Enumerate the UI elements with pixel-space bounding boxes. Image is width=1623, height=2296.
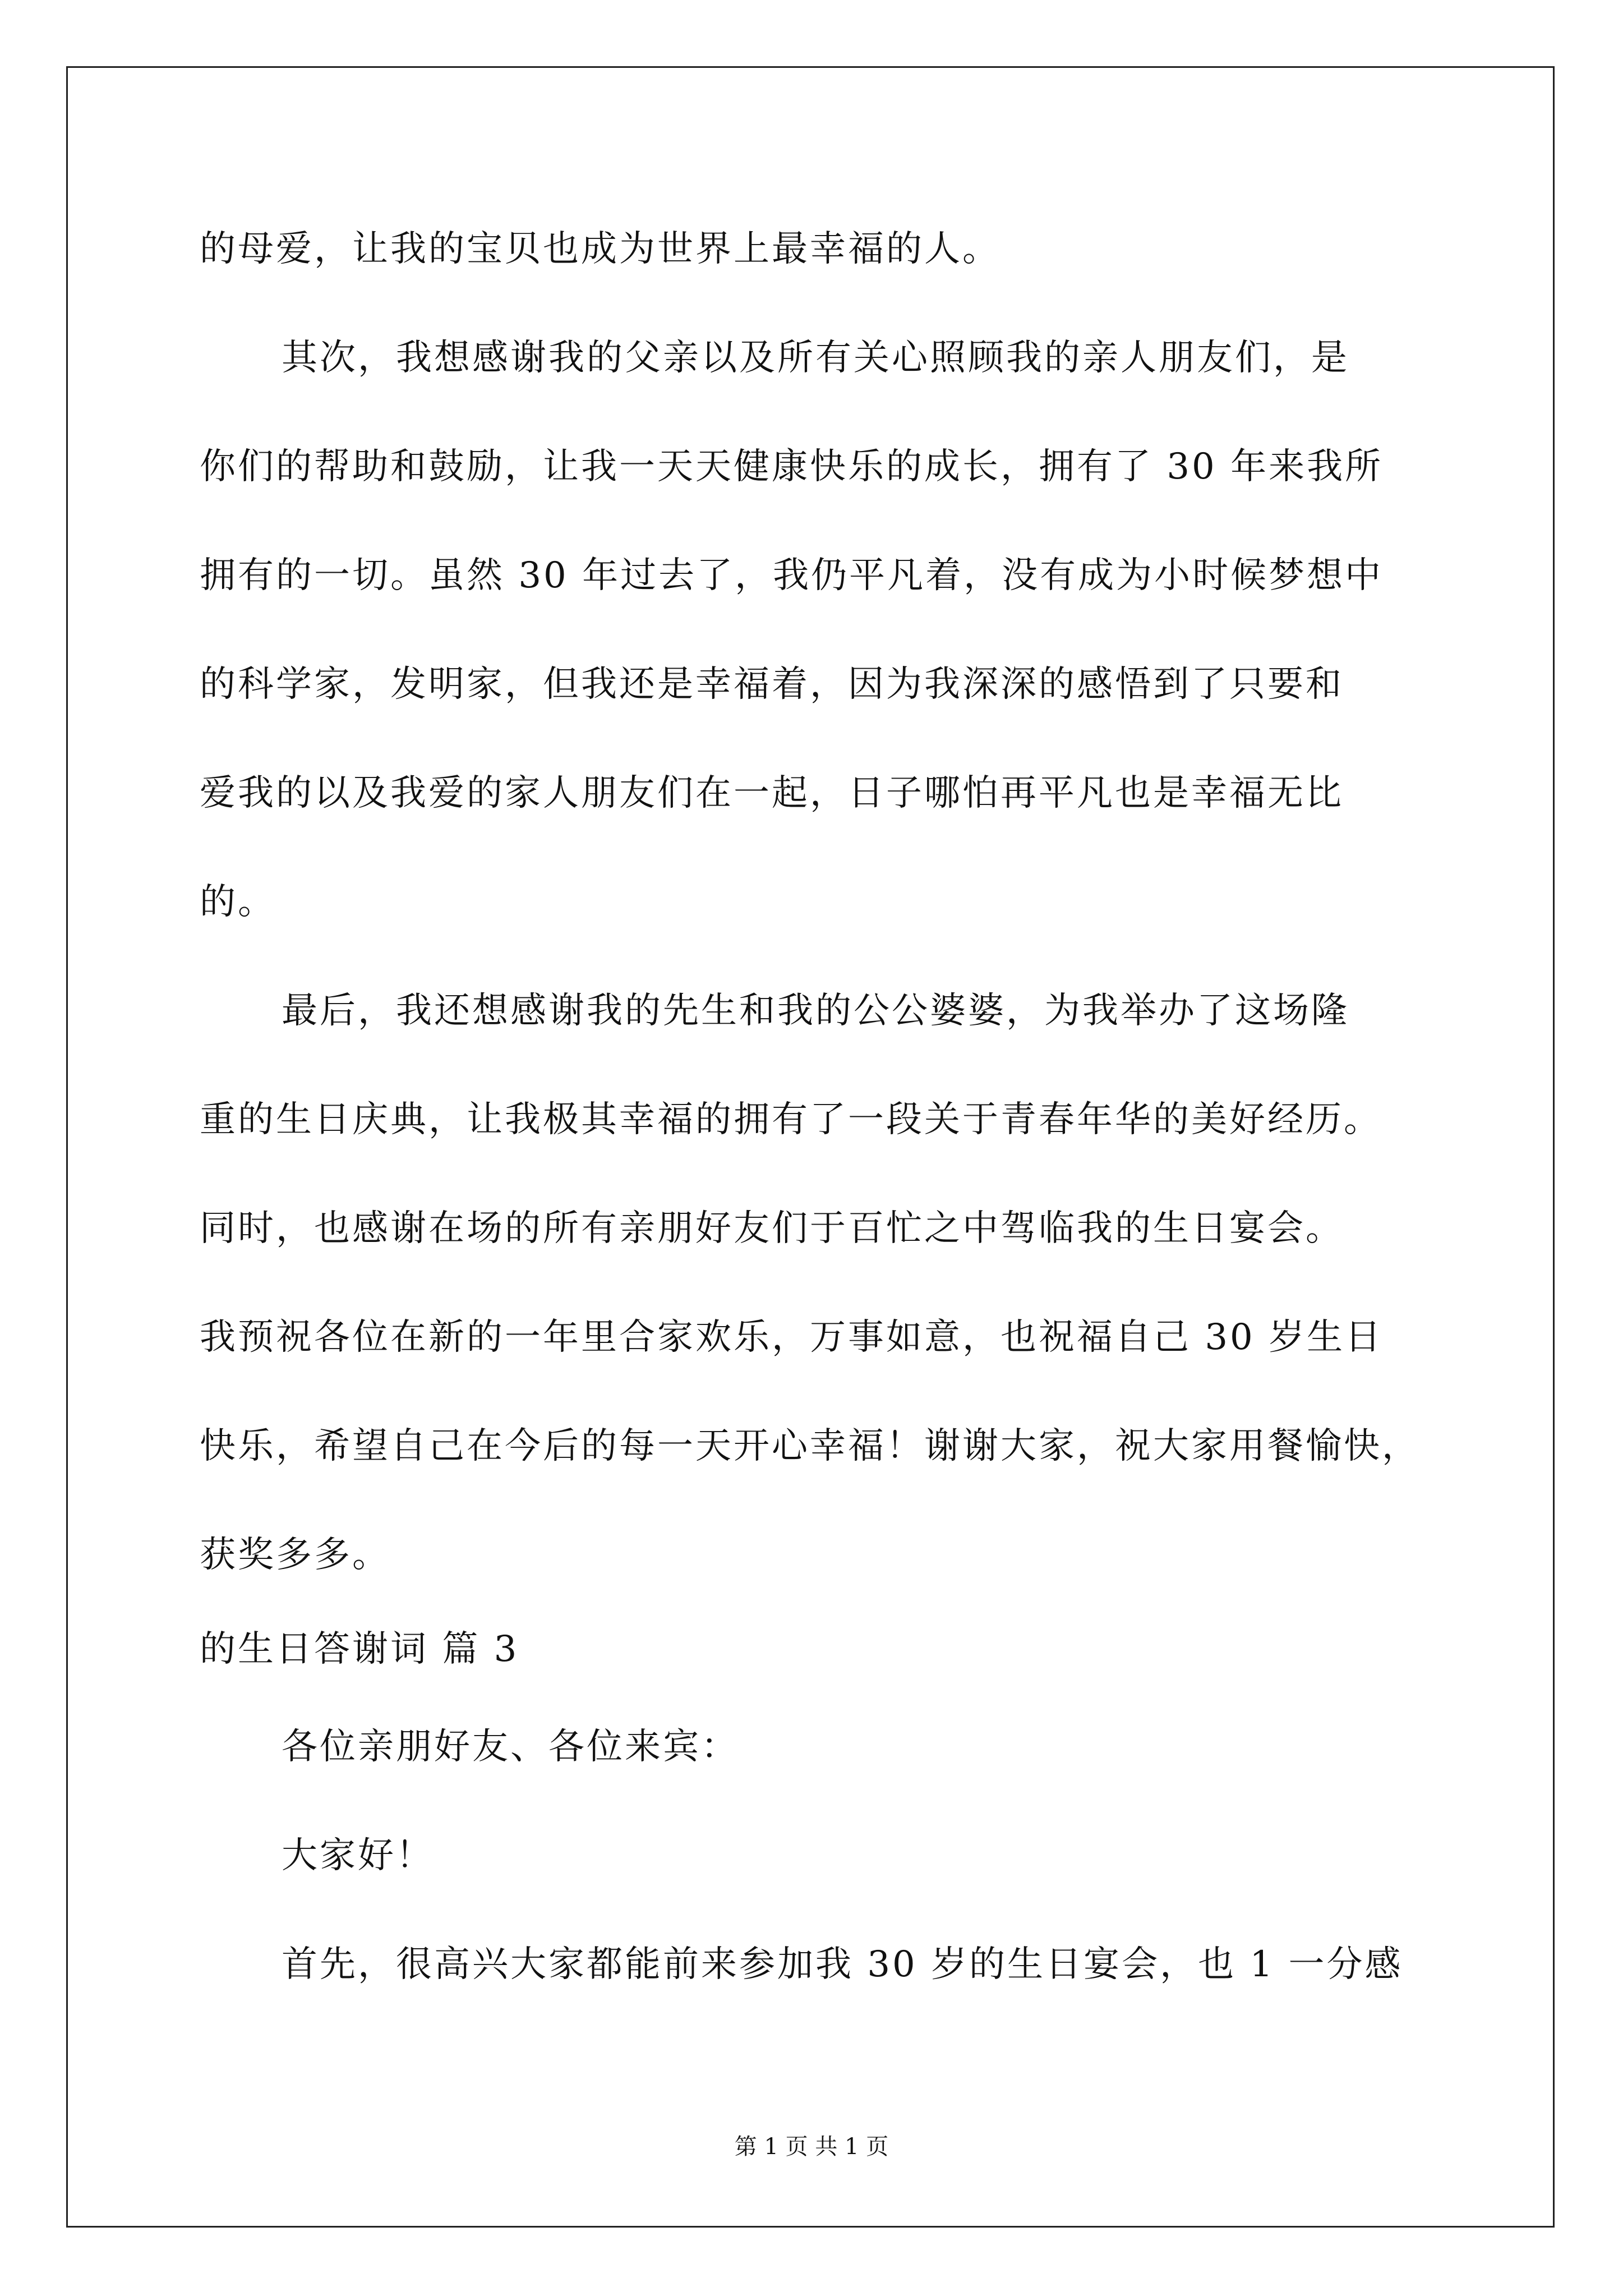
paragraph-line: 拥有的一切。虽然 30 年过去了，我仍平凡着，没有成为小时候梦想中 — [200, 555, 1384, 596]
paragraph-line: 最后，我还想感谢我的先生和我的公公婆婆，为我举办了这场隆 — [282, 990, 1349, 1032]
salutation: 各位亲朋好友、各位来宾： — [282, 1726, 739, 1768]
paragraph-line: 重的生日庆典，让我极其幸福的拥有了一段关于青春年华的美好经历。 — [200, 1099, 1382, 1140]
paragraph-line: 其次，我想感谢我的父亲以及所有关心照顾我的亲人朋友们，是 — [282, 337, 1349, 379]
paragraph-line: 爱我的以及我爱的家人朋友们在一起，日子哪怕再平凡也是幸福无比 — [200, 772, 1344, 814]
paragraph-line: 我预祝各位在新的一年里合家欢乐，万事如意，也祝福自己 30 岁生日 — [200, 1317, 1384, 1358]
paragraph-line: 快乐，希望自己在今后的每一天开心幸福！谢谢大家，祝大家用餐愉快， — [200, 1425, 1420, 1467]
paragraph-line: 获奖多多。 — [200, 1534, 390, 1576]
paragraph-line: 的母爱，让我的宝贝也成为世界上最幸福的人。 — [200, 228, 1000, 270]
paragraph-line: 的科学家，发明家，但我还是幸福着，因为我深深的感悟到了只要和 — [200, 664, 1344, 705]
section-heading: 的生日答谢词 篇 3 — [200, 1628, 519, 1670]
greeting: 大家好！ — [282, 1835, 434, 1876]
paragraph-line: 同时，也感谢在场的所有亲朋好友们于百忙之中驾临我的生日宴会。 — [200, 1208, 1344, 1249]
paragraph-line: 你们的帮助和鼓励，让我一天天健康快乐的成长，拥有了 30 年来我所 — [200, 446, 1384, 487]
page-footer: 第 1 页 共 1 页 — [734, 2134, 889, 2160]
paragraph-line: 的。 — [200, 881, 276, 923]
page-border — [66, 66, 1555, 2228]
paragraph-line: 首先，很高兴大家都能前来参加我 30 岁的生日宴会，也 1 一分感 — [282, 1944, 1403, 1985]
